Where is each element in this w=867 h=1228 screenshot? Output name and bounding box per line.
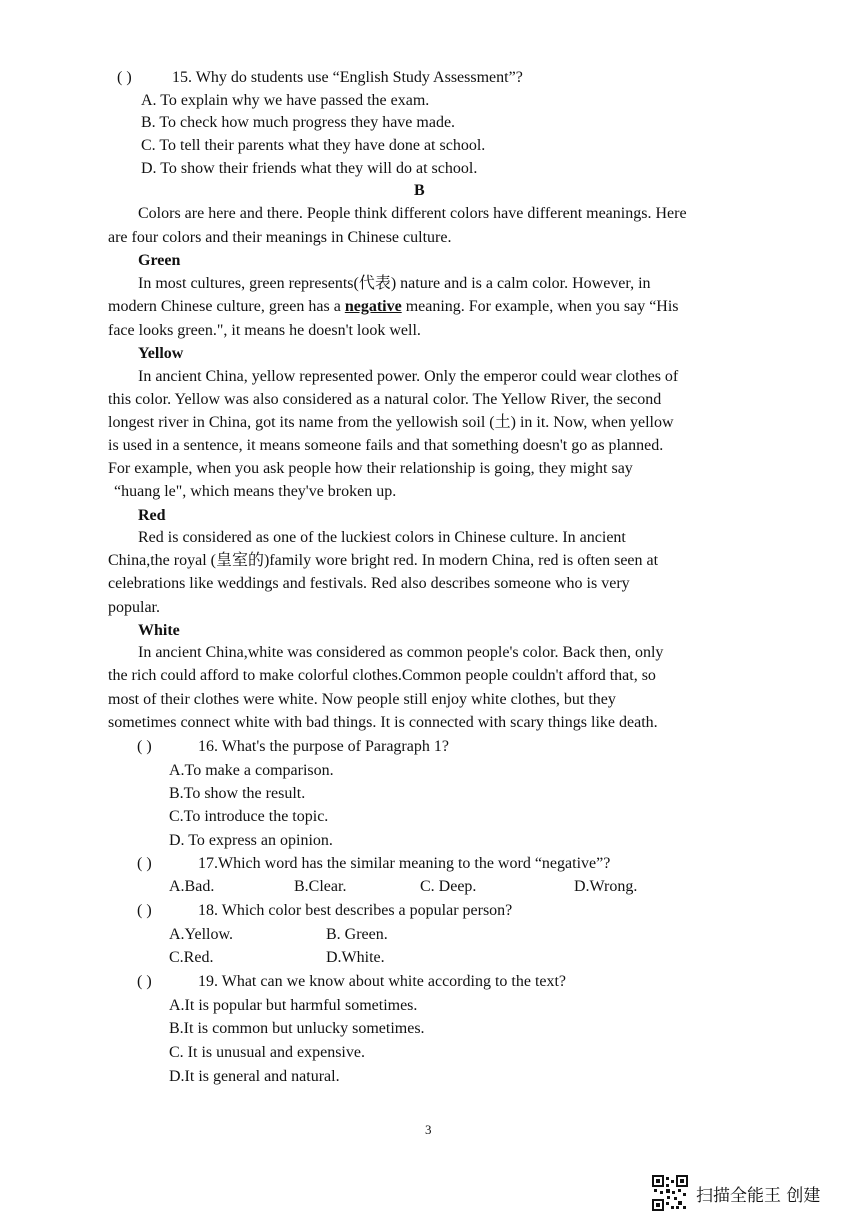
green-title: Green xyxy=(138,252,181,269)
q16-option-d: D. To express an opinion. xyxy=(169,832,333,849)
red-title: Red xyxy=(138,507,166,524)
scanner-watermark xyxy=(652,1175,820,1211)
red-line-4: popular. xyxy=(108,599,160,616)
red-line-2: China,the royal (皇室的)family wore bright red. In modern China, red is often seen at xyxy=(108,552,659,569)
q16-option-c: C.To introduce the topic. xyxy=(169,808,329,825)
q17-option-a: A.Bad. xyxy=(169,878,215,895)
q15-option-d: D. To show their friends what they will do at school. xyxy=(141,160,478,177)
q17-answer-blank[interactable]: ( ) xyxy=(137,855,152,872)
white-line-3: most of their clothes were white. Now people still enjoy white clothes, but they xyxy=(108,691,616,708)
q19-option-b: B.It is common but unlucky sometimes. xyxy=(169,1020,425,1037)
q19-option-c: C. It is unusual and expensive. xyxy=(169,1044,365,1061)
green-line-2c: meaning. For example, when you say “His xyxy=(401,298,679,315)
yellow-line-6: “huang le", which means they've broken up. xyxy=(114,483,397,500)
q18-option-c: C.Red. xyxy=(169,949,214,966)
qr-code-icon xyxy=(652,1175,688,1211)
q17-question: 17.Which word has the similar meaning to the word “negative”? xyxy=(198,855,611,872)
green-line-1: In most cultures, green represents(代表) nature and is a calm color. However, in xyxy=(138,275,651,292)
yellow-line-3: longest river in China, got its name from the yellowish soil (土) in it. Now, when yellow xyxy=(108,414,674,431)
q17-option-b: B.Clear. xyxy=(294,878,347,895)
red-line-3: celebrations like weddings and festivals. Red also describes someone who is very xyxy=(108,575,630,592)
q18-question: 18. Which color best describes a popular person? xyxy=(198,902,513,919)
intro-line-2: are four colors and their meanings in Chinese culture. xyxy=(108,229,452,246)
white-line-2: the rich could afford to make colorful clothes.Common people couldn't afford that, so xyxy=(108,667,656,684)
q15-option-c: C. To tell their parents what they have done at school. xyxy=(141,137,486,154)
white-line-4: sometimes connect white with bad things. It is connected with scary things like death. xyxy=(108,714,658,731)
white-title: White xyxy=(138,622,180,639)
q16-option-a: A.To make a comparison. xyxy=(169,762,334,779)
q15-option-b: B. To check how much progress they have made. xyxy=(141,114,456,131)
yellow-title: Yellow xyxy=(138,345,184,362)
q16-question: 16. What's the purpose of Paragraph 1? xyxy=(198,738,449,755)
q19-question: 19. What can we know about white according to the text? xyxy=(198,973,567,990)
white-line-1: In ancient China,white was considered as common people's color. Back then, only xyxy=(138,644,664,661)
q17-option-d: D.Wrong. xyxy=(574,878,638,895)
yellow-line-1: In ancient China, yellow represented power. Only the emperor could wear clothes of xyxy=(138,368,679,385)
q19-answer-blank[interactable]: ( ) xyxy=(137,973,152,990)
q19-option-a: A.It is popular but harmful sometimes. xyxy=(169,997,418,1014)
q17-option-c: C. Deep. xyxy=(420,878,477,895)
intro-line-1: Colors are here and there. People think different colors have different meanings. Here xyxy=(138,205,687,222)
yellow-line-5: For example, when you ask people how their relationship is going, they might say xyxy=(108,460,633,477)
q15-answer-blank[interactable]: ( ) xyxy=(117,69,132,86)
q18-option-d: D.White. xyxy=(326,949,385,966)
q18-answer-blank[interactable]: ( ) xyxy=(137,902,152,919)
q18-option-a: A.Yellow. xyxy=(169,926,234,943)
yellow-line-4: is used in a sentence, it means someone fails and that something doesn't go as planned. xyxy=(108,437,664,454)
section-b-heading: B xyxy=(414,182,425,199)
q19-option-d: D.It is general and natural. xyxy=(169,1068,340,1085)
red-line-1: Red is considered as one of the luckiest colors in Chinese culture. In ancient xyxy=(138,529,626,546)
green-line-2 xyxy=(108,297,679,317)
negative-word: negative xyxy=(344,298,402,315)
q15-option-a: A. To explain why we have passed the exam. xyxy=(141,92,430,109)
yellow-line-2: this color. Yellow was also considered as a natural color. The Yellow River, the second xyxy=(108,391,662,408)
q16-answer-blank[interactable]: ( ) xyxy=(137,738,152,755)
page-number: 3 xyxy=(425,1122,432,1137)
scanner-text: 扫描全能王 创建 xyxy=(696,1185,821,1206)
q18-option-b: B. Green. xyxy=(326,926,388,943)
green-line-3: face looks green.", it means he doesn't look well. xyxy=(108,322,421,339)
green-line-2a: modern Chinese culture, green has a xyxy=(108,298,345,315)
q15-question: 15. Why do students use “English Study Assessment”? xyxy=(172,69,523,86)
q16-option-b: B.To show the result. xyxy=(169,785,306,802)
